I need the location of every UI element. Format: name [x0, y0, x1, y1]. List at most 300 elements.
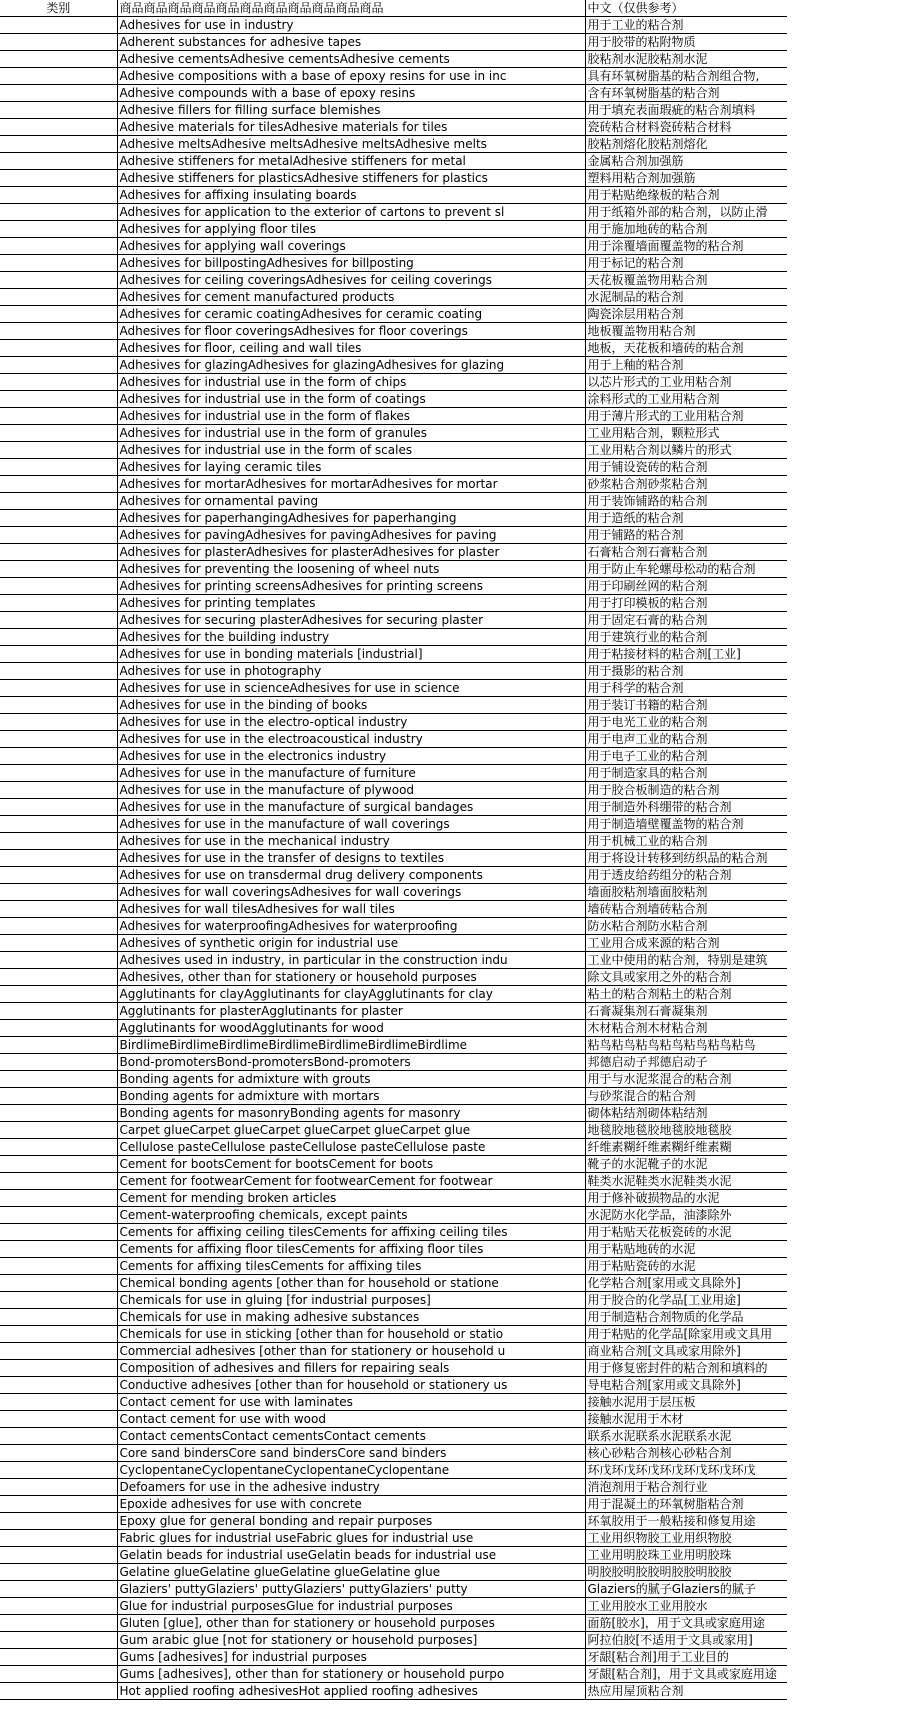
- cell-chinese[interactable]: 用于施加地砖的粘合剂: [585, 221, 787, 238]
- cell-category[interactable]: [0, 816, 117, 833]
- cell-chinese[interactable]: 用于打印模板的粘合剂: [585, 595, 787, 612]
- cell-goods[interactable]: Adhesives for use in the transfer of designs to textiles: [117, 850, 585, 867]
- cell-goods[interactable]: Cements for affixing ceiling tilesCements for affixing ceiling tiles: [117, 1224, 585, 1241]
- cell-goods[interactable]: Chemicals for use in sticking [other than for household or statio: [117, 1326, 585, 1343]
- cell-chinese[interactable]: 用于铺路的粘合剂: [585, 527, 787, 544]
- cell-category[interactable]: [0, 119, 117, 136]
- cell-goods[interactable]: Commercial adhesives [other than for stationery or household u: [117, 1343, 585, 1360]
- cell-category[interactable]: [0, 357, 117, 374]
- cell-goods[interactable]: Bond-promotersBond-promotersBond-promoters: [117, 1054, 585, 1071]
- cell-chinese[interactable]: 墙砖粘合剂墙砖粘合剂: [585, 901, 787, 918]
- cell-goods[interactable]: Adhesives for industrial use in the form of chips: [117, 374, 585, 391]
- cell-goods[interactable]: Adhesives for mortarAdhesives for mortarAdhesives for mortar: [117, 476, 585, 493]
- cell-goods[interactable]: Adhesives for use in the manufacture of furniture: [117, 765, 585, 782]
- cell-goods[interactable]: Adhesives for floor coveringsAdhesives for floor coverings: [117, 323, 585, 340]
- cell-goods[interactable]: Adhesives for glazingAdhesives for glazingAdhesives for glazing: [117, 357, 585, 374]
- cell-category[interactable]: [0, 442, 117, 459]
- cell-category[interactable]: [0, 391, 117, 408]
- cell-category[interactable]: [0, 680, 117, 697]
- cell-goods[interactable]: Glaziers' puttyGlaziers' puttyGlaziers' puttyGlaziers' putty: [117, 1581, 585, 1598]
- cell-goods[interactable]: Chemical bonding agents [other than for household or statione: [117, 1275, 585, 1292]
- cell-goods[interactable]: Bonding agents for admixture with grouts: [117, 1071, 585, 1088]
- cell-chinese[interactable]: 用于制造墙壁覆盖物的粘合剂: [585, 816, 787, 833]
- cell-goods[interactable]: Adhesives for ceramic coatingAdhesives for ceramic coating: [117, 306, 585, 323]
- cell-goods[interactable]: Adhesives for preventing the loosening of wheel nuts: [117, 561, 585, 578]
- cell-goods[interactable]: Chemicals for use in making adhesive substances: [117, 1309, 585, 1326]
- cell-chinese[interactable]: 用于粘贴天花板瓷砖的水泥: [585, 1224, 787, 1241]
- cell-chinese[interactable]: 天花板覆盖物用粘合剂: [585, 272, 787, 289]
- cell-category[interactable]: [0, 1615, 117, 1632]
- cell-chinese[interactable]: 用于建筑行业的粘合剂: [585, 629, 787, 646]
- cell-category[interactable]: [0, 884, 117, 901]
- cell-chinese[interactable]: 用于涂覆墙面覆盖物的粘合剂: [585, 238, 787, 255]
- cell-goods[interactable]: Adhesives for floor, ceiling and wall tiles: [117, 340, 585, 357]
- cell-goods[interactable]: Agglutinants for clayAgglutinants for clayAgglutinants for clay: [117, 986, 585, 1003]
- cell-category[interactable]: [0, 850, 117, 867]
- cell-goods[interactable]: Adhesives for use in the electroacoustical industry: [117, 731, 585, 748]
- cell-category[interactable]: [0, 697, 117, 714]
- cell-category[interactable]: [0, 901, 117, 918]
- cell-goods[interactable]: Adhesive materials for tilesAdhesive materials for tiles: [117, 119, 585, 136]
- cell-goods[interactable]: Adhesives of synthetic origin for industrial use: [117, 935, 585, 952]
- cell-chinese[interactable]: 热应用屋顶粘合剂: [585, 1683, 787, 1700]
- cell-category[interactable]: [0, 1496, 117, 1513]
- cell-category[interactable]: [0, 544, 117, 561]
- cell-goods[interactable]: Adhesives for industrial use in the form of granules: [117, 425, 585, 442]
- cell-chinese[interactable]: 环戊环戊环戊环戊环戊环戊环戊: [585, 1462, 787, 1479]
- cell-category[interactable]: [0, 1071, 117, 1088]
- cell-goods[interactable]: Gluten [glue], other than for stationery or household purposes: [117, 1615, 585, 1632]
- cell-chinese[interactable]: 鞋类水泥鞋类水泥鞋类水泥: [585, 1173, 787, 1190]
- cell-category[interactable]: [0, 1479, 117, 1496]
- cell-category[interactable]: [0, 1581, 117, 1598]
- cell-category[interactable]: [0, 1139, 117, 1156]
- cell-category[interactable]: [0, 1428, 117, 1445]
- cell-category[interactable]: [0, 1394, 117, 1411]
- cell-category[interactable]: [0, 238, 117, 255]
- cell-goods[interactable]: Adhesives for use in the mechanical industry: [117, 833, 585, 850]
- cell-category[interactable]: [0, 136, 117, 153]
- cell-goods[interactable]: Adhesives for laying ceramic tiles: [117, 459, 585, 476]
- cell-chinese[interactable]: 以芯片形式的工业用粘合剂: [585, 374, 787, 391]
- cell-category[interactable]: [0, 425, 117, 442]
- cell-chinese[interactable]: 用于机械工业的粘合剂: [585, 833, 787, 850]
- cell-chinese[interactable]: Glaziers的腻子Glaziers的腻子: [585, 1581, 787, 1598]
- cell-chinese[interactable]: 用于胶带的粘附物质: [585, 34, 787, 51]
- cell-category[interactable]: [0, 765, 117, 782]
- cell-category[interactable]: [0, 714, 117, 731]
- cell-category[interactable]: [0, 969, 117, 986]
- cell-category[interactable]: [0, 306, 117, 323]
- cell-chinese[interactable]: 瓷砖粘合材料瓷砖粘合材料: [585, 119, 787, 136]
- cell-chinese[interactable]: 工业用织物胶工业用织物胶: [585, 1530, 787, 1547]
- cell-category[interactable]: [0, 1632, 117, 1649]
- cell-goods[interactable]: Adhesives for use in scienceAdhesives for use in science: [117, 680, 585, 697]
- cell-category[interactable]: [0, 510, 117, 527]
- cell-chinese[interactable]: 木材粘合剂木材粘合剂: [585, 1020, 787, 1037]
- cell-category[interactable]: [0, 833, 117, 850]
- cell-goods[interactable]: Adhesives for paperhangingAdhesives for paperhanging: [117, 510, 585, 527]
- cell-category[interactable]: [0, 918, 117, 935]
- cell-goods[interactable]: Cement for footwearCement for footwearCement for footwear: [117, 1173, 585, 1190]
- cell-chinese[interactable]: 用于修补破损物品的水泥: [585, 1190, 787, 1207]
- cell-chinese[interactable]: 与砂浆混合的粘合剂: [585, 1088, 787, 1105]
- cell-category[interactable]: [0, 408, 117, 425]
- cell-chinese[interactable]: 具有环氧树脂基的粘合剂组合物,: [585, 68, 787, 85]
- cell-goods[interactable]: Cement-waterproofing chemicals, except paints: [117, 1207, 585, 1224]
- cell-category[interactable]: [0, 204, 117, 221]
- cell-chinese[interactable]: 接触水泥用于层压板: [585, 1394, 787, 1411]
- cell-goods[interactable]: Adhesive meltsAdhesive meltsAdhesive meltsAdhesive melts: [117, 136, 585, 153]
- cell-goods[interactable]: Adhesives for use in the binding of books: [117, 697, 585, 714]
- cell-goods[interactable]: Gum arabic glue [not for stationery or household purposes]: [117, 1632, 585, 1649]
- cell-chinese[interactable]: 用于工业的粘合剂: [585, 17, 787, 34]
- cell-chinese[interactable]: 用于混凝土的环氧树脂粘合剂: [585, 1496, 787, 1513]
- cell-chinese[interactable]: 用于装饰铺路的粘合剂: [585, 493, 787, 510]
- cell-category[interactable]: [0, 1513, 117, 1530]
- cell-category[interactable]: [0, 1462, 117, 1479]
- cell-category[interactable]: [0, 952, 117, 969]
- cell-chinese[interactable]: 导电粘合剂[家用或文具除外]: [585, 1377, 787, 1394]
- cell-chinese[interactable]: 阿拉伯胶[不适用于文具或家用]: [585, 1632, 787, 1649]
- cell-chinese[interactable]: 用于固定石膏的粘合剂: [585, 612, 787, 629]
- cell-chinese[interactable]: 用于粘接材料的粘合剂[工业]: [585, 646, 787, 663]
- cell-chinese[interactable]: 纤维素糊纤维素糊纤维素糊: [585, 1139, 787, 1156]
- cell-goods[interactable]: Epoxide adhesives for use with concrete: [117, 1496, 585, 1513]
- cell-goods[interactable]: Gelatin beads for industrial useGelatin beads for industrial use: [117, 1547, 585, 1564]
- cell-category[interactable]: [0, 1088, 117, 1105]
- cell-chinese[interactable]: 工业用合成来源的粘合剂: [585, 935, 787, 952]
- cell-category[interactable]: [0, 374, 117, 391]
- cell-chinese[interactable]: 消泡剂用于粘合剂行业: [585, 1479, 787, 1496]
- cell-goods[interactable]: Bonding agents for masonryBonding agents for masonry: [117, 1105, 585, 1122]
- cell-goods[interactable]: Adhesive stiffeners for plasticsAdhesive stiffeners for plastics: [117, 170, 585, 187]
- cell-category[interactable]: [0, 612, 117, 629]
- cell-category[interactable]: [0, 1224, 117, 1241]
- cell-goods[interactable]: Adhesives, other than for stationery or household purposes: [117, 969, 585, 986]
- cell-category[interactable]: [0, 1309, 117, 1326]
- cell-goods[interactable]: Adhesives for plasterAdhesives for plasterAdhesives for plaster: [117, 544, 585, 561]
- cell-goods[interactable]: Adhesives for application to the exterior of cartons to prevent sl: [117, 204, 585, 221]
- cell-category[interactable]: [0, 867, 117, 884]
- cell-chinese[interactable]: 用于上釉的粘合剂: [585, 357, 787, 374]
- cell-category[interactable]: [0, 68, 117, 85]
- cell-goods[interactable]: Agglutinants for woodAgglutinants for wood: [117, 1020, 585, 1037]
- cell-chinese[interactable]: 用于电子工业的粘合剂: [585, 748, 787, 765]
- cell-category[interactable]: [0, 731, 117, 748]
- header-chinese[interactable]: 中文（仅供参考）: [585, 0, 787, 17]
- cell-goods[interactable]: BirdlimeBirdlimeBirdlimeBirdlimeBirdlimeBirdlimeBirdlime: [117, 1037, 585, 1054]
- cell-goods[interactable]: Gums [adhesives] for industrial purposes: [117, 1649, 585, 1666]
- cell-goods[interactable]: Adhesives for cement manufactured products: [117, 289, 585, 306]
- cell-category[interactable]: [0, 459, 117, 476]
- cell-chinese[interactable]: 靴子的水泥靴子的水泥: [585, 1156, 787, 1173]
- cell-goods[interactable]: Adhesives for printing templates: [117, 595, 585, 612]
- cell-category[interactable]: [0, 1292, 117, 1309]
- cell-category[interactable]: [0, 1377, 117, 1394]
- cell-goods[interactable]: Gelatine glueGelatine glueGelatine glueGelatine glue: [117, 1564, 585, 1581]
- cell-category[interactable]: [0, 1156, 117, 1173]
- cell-goods[interactable]: Agglutinants for plasterAgglutinants for plaster: [117, 1003, 585, 1020]
- cell-chinese[interactable]: 工业用粘合剂以鳞片的形式: [585, 442, 787, 459]
- cell-goods[interactable]: Adhesives for use in the electro-optical industry: [117, 714, 585, 731]
- cell-goods[interactable]: Adhesives for billpostingAdhesives for billposting: [117, 255, 585, 272]
- cell-chinese[interactable]: 用于标记的粘合剂: [585, 255, 787, 272]
- cell-category[interactable]: [0, 1241, 117, 1258]
- cell-goods[interactable]: Adhesive compounds with a base of epoxy resins: [117, 85, 585, 102]
- cell-chinese[interactable]: 塑料用粘合剂加强筋: [585, 170, 787, 187]
- cell-chinese[interactable]: 粘鸟粘鸟粘鸟粘鸟粘鸟粘鸟粘鸟: [585, 1037, 787, 1054]
- cell-goods[interactable]: Adhesives for use in bonding materials [industrial]: [117, 646, 585, 663]
- cell-category[interactable]: [0, 1445, 117, 1462]
- header-goods[interactable]: 商品商品商品商品商品商品商品商品商品商品商品: [117, 0, 585, 17]
- cell-category[interactable]: [0, 1020, 117, 1037]
- cell-category[interactable]: [0, 255, 117, 272]
- cell-category[interactable]: [0, 1343, 117, 1360]
- cell-chinese[interactable]: 面筋[胶水]，用于文具或家庭用途: [585, 1615, 787, 1632]
- cell-chinese[interactable]: 地毯胶地毯胶地毯胶地毯胶: [585, 1122, 787, 1139]
- cell-chinese[interactable]: 用于与水泥浆混合的粘合剂: [585, 1071, 787, 1088]
- cell-chinese[interactable]: 用于填充表面瑕疵的粘合剂填料: [585, 102, 787, 119]
- cell-chinese[interactable]: 工业用粘合剂，颗粒形式: [585, 425, 787, 442]
- cell-chinese[interactable]: 用于电声工业的粘合剂: [585, 731, 787, 748]
- cell-chinese[interactable]: 用于制造家具的粘合剂: [585, 765, 787, 782]
- cell-goods[interactable]: Adherent substances for adhesive tapes: [117, 34, 585, 51]
- cell-goods[interactable]: Contact cement for use with laminates: [117, 1394, 585, 1411]
- cell-category[interactable]: [0, 1258, 117, 1275]
- cell-goods[interactable]: Adhesives for ceiling coveringsAdhesives for ceiling coverings: [117, 272, 585, 289]
- cell-category[interactable]: [0, 289, 117, 306]
- cell-category[interactable]: [0, 1190, 117, 1207]
- cell-goods[interactable]: Adhesives for industrial use in the form of coatings: [117, 391, 585, 408]
- cell-chinese[interactable]: 用于铺设瓷砖的粘合剂: [585, 459, 787, 476]
- cell-category[interactable]: [0, 1530, 117, 1547]
- cell-chinese[interactable]: 牙龈[粘合剂]，用于文具或家庭用途: [585, 1666, 787, 1683]
- cell-category[interactable]: [0, 1683, 117, 1700]
- cell-category[interactable]: [0, 85, 117, 102]
- cell-category[interactable]: [0, 1207, 117, 1224]
- cell-goods[interactable]: Bonding agents for admixture with mortars: [117, 1088, 585, 1105]
- cell-category[interactable]: [0, 782, 117, 799]
- cell-category[interactable]: [0, 493, 117, 510]
- header-category[interactable]: 类别: [0, 0, 117, 17]
- cell-category[interactable]: [0, 476, 117, 493]
- cell-goods[interactable]: CyclopentaneCyclopentaneCyclopentaneCyclopentane: [117, 1462, 585, 1479]
- cell-chinese[interactable]: 用于摄影的粘合剂: [585, 663, 787, 680]
- cell-chinese[interactable]: 石膏凝集剂石膏凝集剂: [585, 1003, 787, 1020]
- cell-goods[interactable]: Adhesive compositions with a base of epoxy resins for use in inc: [117, 68, 585, 85]
- cell-goods[interactable]: Adhesives for applying wall coverings: [117, 238, 585, 255]
- cell-chinese[interactable]: 胶粘剂熔化胶粘剂熔化: [585, 136, 787, 153]
- cell-category[interactable]: [0, 170, 117, 187]
- cell-goods[interactable]: Adhesive cementsAdhesive cementsAdhesive cements: [117, 51, 585, 68]
- cell-category[interactable]: [0, 1564, 117, 1581]
- cell-category[interactable]: [0, 51, 117, 68]
- cell-goods[interactable]: Adhesives for printing screensAdhesives for printing screens: [117, 578, 585, 595]
- cell-category[interactable]: [0, 1598, 117, 1615]
- cell-chinese[interactable]: 用于装订书籍的粘合剂: [585, 697, 787, 714]
- cell-chinese[interactable]: 商业粘合剂[文具或家用除外]: [585, 1343, 787, 1360]
- cell-chinese[interactable]: 胶粘剂水泥胶粘剂水泥: [585, 51, 787, 68]
- cell-chinese[interactable]: 砂浆粘合剂砂浆粘合剂: [585, 476, 787, 493]
- cell-category[interactable]: [0, 748, 117, 765]
- cell-chinese[interactable]: 除文具或家用之外的粘合剂: [585, 969, 787, 986]
- cell-goods[interactable]: Adhesives for pavingAdhesives for pavingAdhesives for paving: [117, 527, 585, 544]
- cell-category[interactable]: [0, 1122, 117, 1139]
- cell-category[interactable]: [0, 1326, 117, 1343]
- cell-category[interactable]: [0, 1105, 117, 1122]
- cell-category[interactable]: [0, 578, 117, 595]
- cell-category[interactable]: [0, 153, 117, 170]
- cell-chinese[interactable]: 用于粘贴瓷砖的水泥: [585, 1258, 787, 1275]
- cell-goods[interactable]: Cement for bootsCement for bootsCement for boots: [117, 1156, 585, 1173]
- cell-category[interactable]: [0, 646, 117, 663]
- cell-category[interactable]: [0, 1360, 117, 1377]
- cell-goods[interactable]: Glue for industrial purposesGlue for industrial purposes: [117, 1598, 585, 1615]
- cell-category[interactable]: [0, 1649, 117, 1666]
- cell-goods[interactable]: Epoxy glue for general bonding and repair purposes: [117, 1513, 585, 1530]
- cell-chinese[interactable]: 用于制造外科绷带的粘合剂: [585, 799, 787, 816]
- cell-goods[interactable]: Conductive adhesives [other than for household or stationery us: [117, 1377, 585, 1394]
- cell-goods[interactable]: Adhesives for wall tilesAdhesives for wall tiles: [117, 901, 585, 918]
- cell-chinese[interactable]: 工业中使用的粘合剂，特别是建筑: [585, 952, 787, 969]
- cell-goods[interactable]: Adhesives for industrial use in the form of flakes: [117, 408, 585, 425]
- cell-goods[interactable]: Composition of adhesives and fillers for repairing seals: [117, 1360, 585, 1377]
- cell-category[interactable]: [0, 527, 117, 544]
- cell-chinese[interactable]: 用于印刷丝网的粘合剂: [585, 578, 787, 595]
- cell-chinese[interactable]: 接触水泥用于木材: [585, 1411, 787, 1428]
- cell-chinese[interactable]: 用于将设计转移到纺织品的粘合剂: [585, 850, 787, 867]
- cell-goods[interactable]: Adhesive fillers for filling surface blemishes: [117, 102, 585, 119]
- cell-chinese[interactable]: 地板覆盖物用粘合剂: [585, 323, 787, 340]
- cell-chinese[interactable]: 核心砂粘合剂核心砂粘合剂: [585, 1445, 787, 1462]
- cell-chinese[interactable]: 工业用胶水工业用胶水: [585, 1598, 787, 1615]
- cell-chinese[interactable]: 石膏粘合剂石膏粘合剂: [585, 544, 787, 561]
- cell-category[interactable]: [0, 1037, 117, 1054]
- cell-category[interactable]: [0, 34, 117, 51]
- cell-category[interactable]: [0, 187, 117, 204]
- cell-goods[interactable]: Cements for affixing tilesCements for affixing tiles: [117, 1258, 585, 1275]
- cell-goods[interactable]: Gums [adhesives], other than for stationery or household purpo: [117, 1666, 585, 1683]
- cell-category[interactable]: [0, 561, 117, 578]
- cell-goods[interactable]: Adhesives for wall coveringsAdhesives for wall coverings: [117, 884, 585, 901]
- cell-chinese[interactable]: 明胶胶明胶胶明胶胶明胶胶: [585, 1564, 787, 1581]
- cell-goods[interactable]: Adhesives for use in the manufacture of surgical bandages: [117, 799, 585, 816]
- cell-chinese[interactable]: 用于防止车轮螺母松动的粘合剂: [585, 561, 787, 578]
- cell-chinese[interactable]: 环氧胶用于一般粘接和修复用途: [585, 1513, 787, 1530]
- cell-chinese[interactable]: 含有环氧树脂基的粘合剂: [585, 85, 787, 102]
- cell-chinese[interactable]: 邦德启动子邦德启动子: [585, 1054, 787, 1071]
- cell-goods[interactable]: Adhesives for use on transdermal drug delivery components: [117, 867, 585, 884]
- cell-category[interactable]: [0, 1547, 117, 1564]
- cell-goods[interactable]: Adhesives for securing plasterAdhesives for securing plaster: [117, 612, 585, 629]
- cell-category[interactable]: [0, 323, 117, 340]
- cell-category[interactable]: [0, 935, 117, 952]
- cell-chinese[interactable]: 用于粘贴地砖的水泥: [585, 1241, 787, 1258]
- cell-chinese[interactable]: 粘土的粘合剂粘土的粘合剂: [585, 986, 787, 1003]
- cell-category[interactable]: [0, 1275, 117, 1292]
- cell-category[interactable]: [0, 799, 117, 816]
- cell-chinese[interactable]: 用于粘贴绝缘板的粘合剂: [585, 187, 787, 204]
- cell-goods[interactable]: Adhesives for the building industry: [117, 629, 585, 646]
- cell-goods[interactable]: Carpet glueCarpet glueCarpet glueCarpet glueCarpet glue: [117, 1122, 585, 1139]
- cell-category[interactable]: [0, 986, 117, 1003]
- cell-goods[interactable]: Core sand bindersCore sand bindersCore sand binders: [117, 1445, 585, 1462]
- cell-chinese[interactable]: 水泥防水化学品，油漆除外: [585, 1207, 787, 1224]
- cell-category[interactable]: [0, 221, 117, 238]
- cell-goods[interactable]: Adhesives for use in the electronics industry: [117, 748, 585, 765]
- cell-goods[interactable]: Contact cement for use with wood: [117, 1411, 585, 1428]
- cell-chinese[interactable]: 联系水泥联系水泥联系水泥: [585, 1428, 787, 1445]
- cell-chinese[interactable]: 地板，天花板和墙砖的粘合剂: [585, 340, 787, 357]
- cell-goods[interactable]: Defoamers for use in the adhesive industry: [117, 1479, 585, 1496]
- cell-goods[interactable]: Chemicals for use in gluing [for industrial purposes]: [117, 1292, 585, 1309]
- cell-goods[interactable]: Adhesives for affixing insulating boards: [117, 187, 585, 204]
- cell-goods[interactable]: Adhesives used in industry, in particular in the construction indu: [117, 952, 585, 969]
- cell-category[interactable]: [0, 340, 117, 357]
- cell-chinese[interactable]: 牙龈[粘合剂]用于工业目的: [585, 1649, 787, 1666]
- cell-chinese[interactable]: 涂料形式的工业用粘合剂: [585, 391, 787, 408]
- cell-goods[interactable]: Cements for affixing floor tilesCements for affixing floor tiles: [117, 1241, 585, 1258]
- cell-category[interactable]: [0, 1666, 117, 1683]
- cell-goods[interactable]: Adhesives for use in the manufacture of plywood: [117, 782, 585, 799]
- cell-chinese[interactable]: 用于修复密封件的粘合剂和填料的: [585, 1360, 787, 1377]
- cell-goods[interactable]: Cellulose pasteCellulose pasteCellulose pasteCellulose paste: [117, 1139, 585, 1156]
- cell-chinese[interactable]: 用于粘贴的化学品[除家用或文具用: [585, 1326, 787, 1343]
- cell-goods[interactable]: Adhesives for ornamental paving: [117, 493, 585, 510]
- cell-goods[interactable]: Adhesives for use in industry: [117, 17, 585, 34]
- cell-chinese[interactable]: 用于透皮给药组分的粘合剂: [585, 867, 787, 884]
- cell-category[interactable]: [0, 629, 117, 646]
- cell-category[interactable]: [0, 663, 117, 680]
- cell-category[interactable]: [0, 595, 117, 612]
- cell-category[interactable]: [0, 17, 117, 34]
- cell-goods[interactable]: Contact cementsContact cementsContact cements: [117, 1428, 585, 1445]
- cell-chinese[interactable]: 水泥制品的粘合剂: [585, 289, 787, 306]
- cell-chinese[interactable]: 用于制造粘合剂物质的化学品: [585, 1309, 787, 1326]
- cell-chinese[interactable]: 工业用明胶珠工业用明胶珠: [585, 1547, 787, 1564]
- cell-goods[interactable]: Adhesives for use in photography: [117, 663, 585, 680]
- cell-goods[interactable]: Adhesives for industrial use in the form of scales: [117, 442, 585, 459]
- cell-category[interactable]: [0, 1411, 117, 1428]
- cell-goods[interactable]: Cement for mending broken articles: [117, 1190, 585, 1207]
- cell-category[interactable]: [0, 1054, 117, 1071]
- cell-goods[interactable]: Adhesive stiffeners for metalAdhesive stiffeners for metal: [117, 153, 585, 170]
- cell-goods[interactable]: Adhesives for use in the manufacture of wall coverings: [117, 816, 585, 833]
- cell-chinese[interactable]: 用于胶合的化学品[工业用途]: [585, 1292, 787, 1309]
- cell-category[interactable]: [0, 1003, 117, 1020]
- cell-category[interactable]: [0, 272, 117, 289]
- cell-chinese[interactable]: 用于薄片形式的工业用粘合剂: [585, 408, 787, 425]
- cell-chinese[interactable]: 用于造纸的粘合剂: [585, 510, 787, 527]
- cell-chinese[interactable]: 用于纸箱外部的粘合剂，以防止滑: [585, 204, 787, 221]
- cell-chinese[interactable]: 防水粘合剂防水粘合剂: [585, 918, 787, 935]
- cell-goods[interactable]: Adhesives for waterproofingAdhesives for waterproofing: [117, 918, 585, 935]
- cell-chinese[interactable]: 墙面胶粘剂墙面胶粘剂: [585, 884, 787, 901]
- cell-category[interactable]: [0, 102, 117, 119]
- cell-goods[interactable]: Hot applied roofing adhesivesHot applied roofing adhesives: [117, 1683, 585, 1700]
- cell-chinese[interactable]: 砌体粘结剂砌体粘结剂: [585, 1105, 787, 1122]
- cell-chinese[interactable]: 陶瓷涂层用粘合剂: [585, 306, 787, 323]
- cell-chinese[interactable]: 用于胶合板制造的粘合剂: [585, 782, 787, 799]
- cell-chinese[interactable]: 金属粘合剂加强筋: [585, 153, 787, 170]
- cell-category[interactable]: [0, 1173, 117, 1190]
- cell-goods[interactable]: Adhesives for applying floor tiles: [117, 221, 585, 238]
- cell-chinese[interactable]: 用于电光工业的粘合剂: [585, 714, 787, 731]
- cell-chinese[interactable]: 化学粘合剂[家用或文具除外]: [585, 1275, 787, 1292]
- cell-chinese[interactable]: 用于科学的粘合剂: [585, 680, 787, 697]
- cell-goods[interactable]: Fabric glues for industrial useFabric glues for industrial use: [117, 1530, 585, 1547]
